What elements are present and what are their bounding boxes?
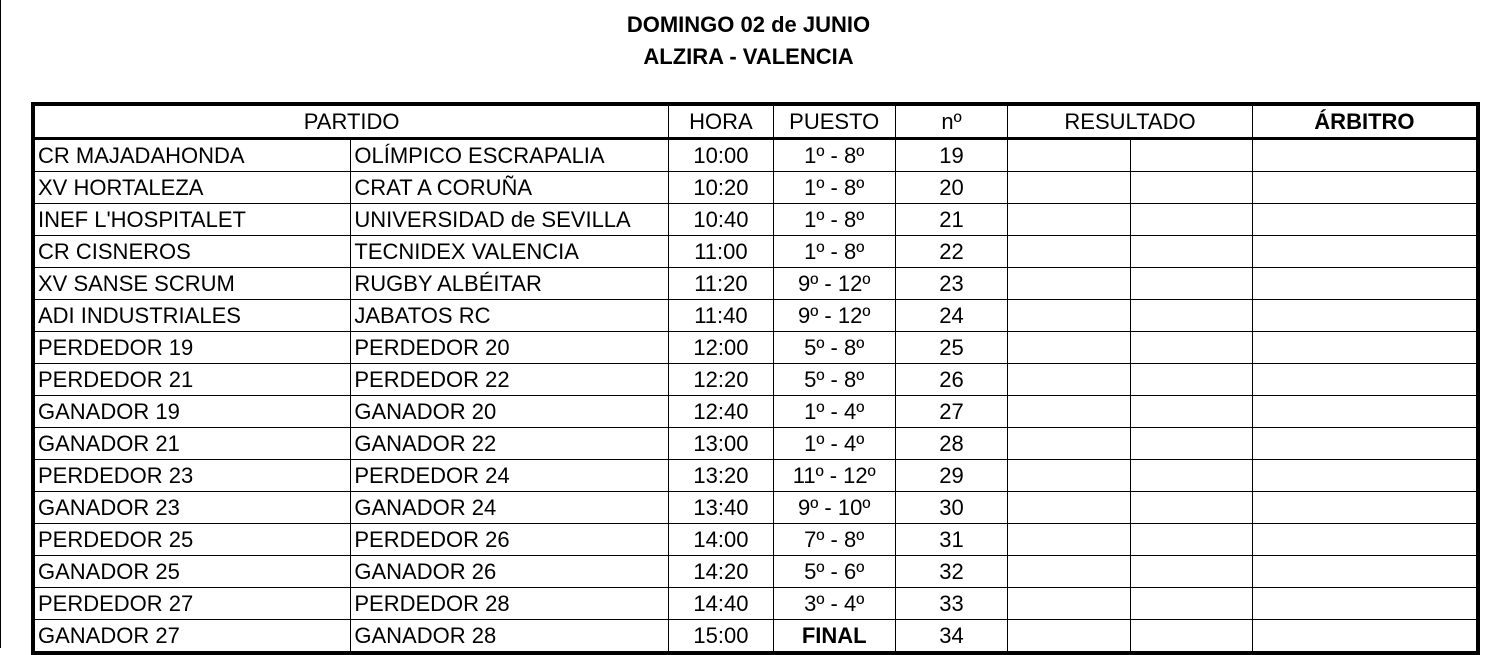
page-title-date: DOMINGO 02 de JUNIO xyxy=(626,12,871,37)
numero-cell: 27 xyxy=(895,396,1007,428)
resultado-team2-cell xyxy=(1130,396,1252,428)
team2-cell: GANADOR 20 xyxy=(351,396,669,428)
numero-cell: 24 xyxy=(895,300,1007,332)
puesto-cell: 9º - 10º xyxy=(773,492,895,524)
numero-cell: 21 xyxy=(895,204,1007,236)
table-row xyxy=(33,556,1478,588)
numero-cell: 23 xyxy=(895,268,1007,300)
team2-cell: GANADOR 22 xyxy=(351,428,669,460)
numero-cell: 29 xyxy=(895,460,1007,492)
hora-cell: 11:00 xyxy=(669,236,773,268)
arbitro-cell xyxy=(1252,428,1478,460)
puesto-cell: 1º - 8º xyxy=(773,139,895,172)
resultado-team1-cell xyxy=(1008,396,1130,428)
puesto-cell: 5º - 6º xyxy=(773,556,895,588)
arbitro-cell xyxy=(1252,492,1478,524)
hora-cell: 13:00 xyxy=(669,428,773,460)
hora-cell: 14:40 xyxy=(669,588,773,620)
team2-cell: PERDEDOR 26 xyxy=(351,524,669,556)
team2-cell: CRAT A CORUÑA xyxy=(351,172,669,204)
arbitro-cell xyxy=(1252,588,1478,620)
arbitro-cell xyxy=(1252,396,1478,428)
resultado-team2-cell xyxy=(1130,460,1252,492)
arbitro-cell xyxy=(1252,332,1478,364)
team1-cell: GANADOR 23 xyxy=(33,492,351,524)
column-header-partido: PARTIDO xyxy=(33,104,669,139)
hora-cell: 13:40 xyxy=(669,492,773,524)
numero-cell: 26 xyxy=(895,364,1007,396)
team1-cell: GANADOR 21 xyxy=(33,428,351,460)
team2-cell: RUGBY ALBÉITAR xyxy=(351,268,669,300)
arbitro-cell xyxy=(1252,236,1478,268)
puesto-cell: 9º - 12º xyxy=(773,300,895,332)
team1-cell: INEF L'HOSPITALET xyxy=(33,204,351,236)
table-header-row xyxy=(33,104,1478,139)
page-title-venue: ALZIRA - VALENCIA xyxy=(643,44,854,69)
team2-cell: PERDEDOR 28 xyxy=(351,588,669,620)
resultado-team1-cell xyxy=(1008,172,1130,204)
puesto-cell: FINAL xyxy=(773,620,895,654)
resultado-team1-cell xyxy=(1008,268,1130,300)
arbitro-cell xyxy=(1252,204,1478,236)
team2-cell: GANADOR 24 xyxy=(351,492,669,524)
team1-cell: PERDEDOR 23 xyxy=(33,460,351,492)
numero-cell: 22 xyxy=(895,236,1007,268)
numero-cell: 25 xyxy=(895,332,1007,364)
resultado-team1-cell xyxy=(1008,556,1130,588)
resultado-team2-cell xyxy=(1130,428,1252,460)
resultado-team2-cell xyxy=(1130,556,1252,588)
team2-cell: PERDEDOR 22 xyxy=(351,364,669,396)
hora-cell: 14:00 xyxy=(669,524,773,556)
resultado-team2-cell xyxy=(1130,172,1252,204)
puesto-cell: 5º - 8º xyxy=(773,364,895,396)
hora-cell: 10:00 xyxy=(669,139,773,172)
hora-cell: 15:00 xyxy=(669,620,773,654)
arbitro-cell xyxy=(1252,172,1478,204)
numero-cell: 28 xyxy=(895,428,1007,460)
match-schedule-table xyxy=(31,102,1480,655)
table-row xyxy=(33,524,1478,556)
resultado-team2-cell xyxy=(1130,332,1252,364)
hora-cell: 11:40 xyxy=(669,300,773,332)
resultado-team1-cell xyxy=(1008,524,1130,556)
resultado-team2-cell xyxy=(1130,588,1252,620)
numero-cell: 33 xyxy=(895,588,1007,620)
team1-cell: PERDEDOR 25 xyxy=(33,524,351,556)
numero-cell: 32 xyxy=(895,556,1007,588)
table-row xyxy=(33,172,1478,204)
puesto-cell: 1º - 4º xyxy=(773,396,895,428)
team1-cell: XV SANSE SCRUM xyxy=(33,268,351,300)
team1-cell: ADI INDUSTRIALES xyxy=(33,300,351,332)
team1-cell: PERDEDOR 27 xyxy=(33,588,351,620)
team2-cell: GANADOR 26 xyxy=(351,556,669,588)
numero-cell: 31 xyxy=(895,524,1007,556)
team2-cell: OLÍMPICO ESCRAPALIA xyxy=(351,139,669,172)
table-row xyxy=(33,364,1478,396)
hora-cell: 10:40 xyxy=(669,204,773,236)
table-row xyxy=(33,396,1478,428)
column-header-hora: HORA xyxy=(669,104,773,139)
puesto-cell: 1º - 8º xyxy=(773,236,895,268)
arbitro-cell xyxy=(1252,556,1478,588)
table-row xyxy=(33,492,1478,524)
resultado-team2-cell xyxy=(1130,139,1252,172)
column-header-numero: nº xyxy=(895,104,1007,139)
puesto-cell: 11º - 12º xyxy=(773,460,895,492)
arbitro-cell xyxy=(1252,524,1478,556)
resultado-team1-cell xyxy=(1008,364,1130,396)
puesto-cell: 1º - 8º xyxy=(773,172,895,204)
table-row xyxy=(33,139,1478,172)
table-row xyxy=(33,460,1478,492)
team2-cell: UNIVERSIDAD de SEVILLA xyxy=(351,204,669,236)
resultado-team2-cell xyxy=(1130,236,1252,268)
team1-cell: XV HORTALEZA xyxy=(33,172,351,204)
resultado-team1-cell xyxy=(1008,236,1130,268)
table-row xyxy=(33,588,1478,620)
arbitro-cell xyxy=(1252,460,1478,492)
hora-cell: 12:00 xyxy=(669,332,773,364)
numero-cell: 19 xyxy=(895,139,1007,172)
team1-cell: PERDEDOR 19 xyxy=(33,332,351,364)
hora-cell: 12:20 xyxy=(669,364,773,396)
numero-cell: 34 xyxy=(895,620,1007,654)
hora-cell: 11:20 xyxy=(669,268,773,300)
team1-cell: GANADOR 19 xyxy=(33,396,351,428)
hora-cell: 12:40 xyxy=(669,396,773,428)
left-border-line xyxy=(0,0,1,648)
column-header-arbitro: ÁRBITRO xyxy=(1252,104,1478,139)
resultado-team1-cell xyxy=(1008,460,1130,492)
resultado-team1-cell xyxy=(1008,588,1130,620)
team1-cell: CR CISNEROS xyxy=(33,236,351,268)
puesto-cell: 3º - 4º xyxy=(773,588,895,620)
resultado-team2-cell xyxy=(1130,204,1252,236)
resultado-team2-cell xyxy=(1130,364,1252,396)
puesto-cell: 9º - 12º xyxy=(773,268,895,300)
resultado-team1-cell xyxy=(1008,139,1130,172)
team2-cell: PERDEDOR 24 xyxy=(351,460,669,492)
column-header-resultado: RESULTADO xyxy=(1008,104,1253,139)
resultado-team2-cell xyxy=(1130,268,1252,300)
arbitro-cell xyxy=(1252,268,1478,300)
resultado-team1-cell xyxy=(1008,492,1130,524)
arbitro-cell xyxy=(1252,300,1478,332)
puesto-cell: 1º - 4º xyxy=(773,428,895,460)
resultado-team2-cell xyxy=(1130,524,1252,556)
table-row xyxy=(33,268,1478,300)
numero-cell: 30 xyxy=(895,492,1007,524)
team1-cell: GANADOR 27 xyxy=(33,620,351,654)
puesto-cell: 5º - 8º xyxy=(773,332,895,364)
team2-cell: PERDEDOR 20 xyxy=(351,332,669,364)
arbitro-cell xyxy=(1252,139,1478,172)
team1-cell: CR MAJADAHONDA xyxy=(33,139,351,172)
team1-cell: PERDEDOR 21 xyxy=(33,364,351,396)
puesto-cell: 7º - 8º xyxy=(773,524,895,556)
resultado-team2-cell xyxy=(1130,492,1252,524)
hora-cell: 10:20 xyxy=(669,172,773,204)
hora-cell: 13:20 xyxy=(669,460,773,492)
resultado-team1-cell xyxy=(1008,332,1130,364)
team2-cell: TECNIDEX VALENCIA xyxy=(351,236,669,268)
table-row xyxy=(33,204,1478,236)
puesto-cell: 1º - 8º xyxy=(773,204,895,236)
team2-cell: JABATOS RC xyxy=(351,300,669,332)
table-row xyxy=(33,332,1478,364)
table-row xyxy=(33,236,1478,268)
arbitro-cell xyxy=(1252,364,1478,396)
team2-cell: GANADOR 28 xyxy=(351,620,669,654)
team1-cell: GANADOR 25 xyxy=(33,556,351,588)
column-header-puesto: PUESTO xyxy=(773,104,895,139)
resultado-team1-cell xyxy=(1008,428,1130,460)
resultado-team1-cell xyxy=(1008,204,1130,236)
resultado-team2-cell xyxy=(1130,300,1252,332)
numero-cell: 20 xyxy=(895,172,1007,204)
table-row xyxy=(33,428,1478,460)
table-row xyxy=(33,300,1478,332)
resultado-team1-cell xyxy=(1008,300,1130,332)
hora-cell: 14:20 xyxy=(669,556,773,588)
